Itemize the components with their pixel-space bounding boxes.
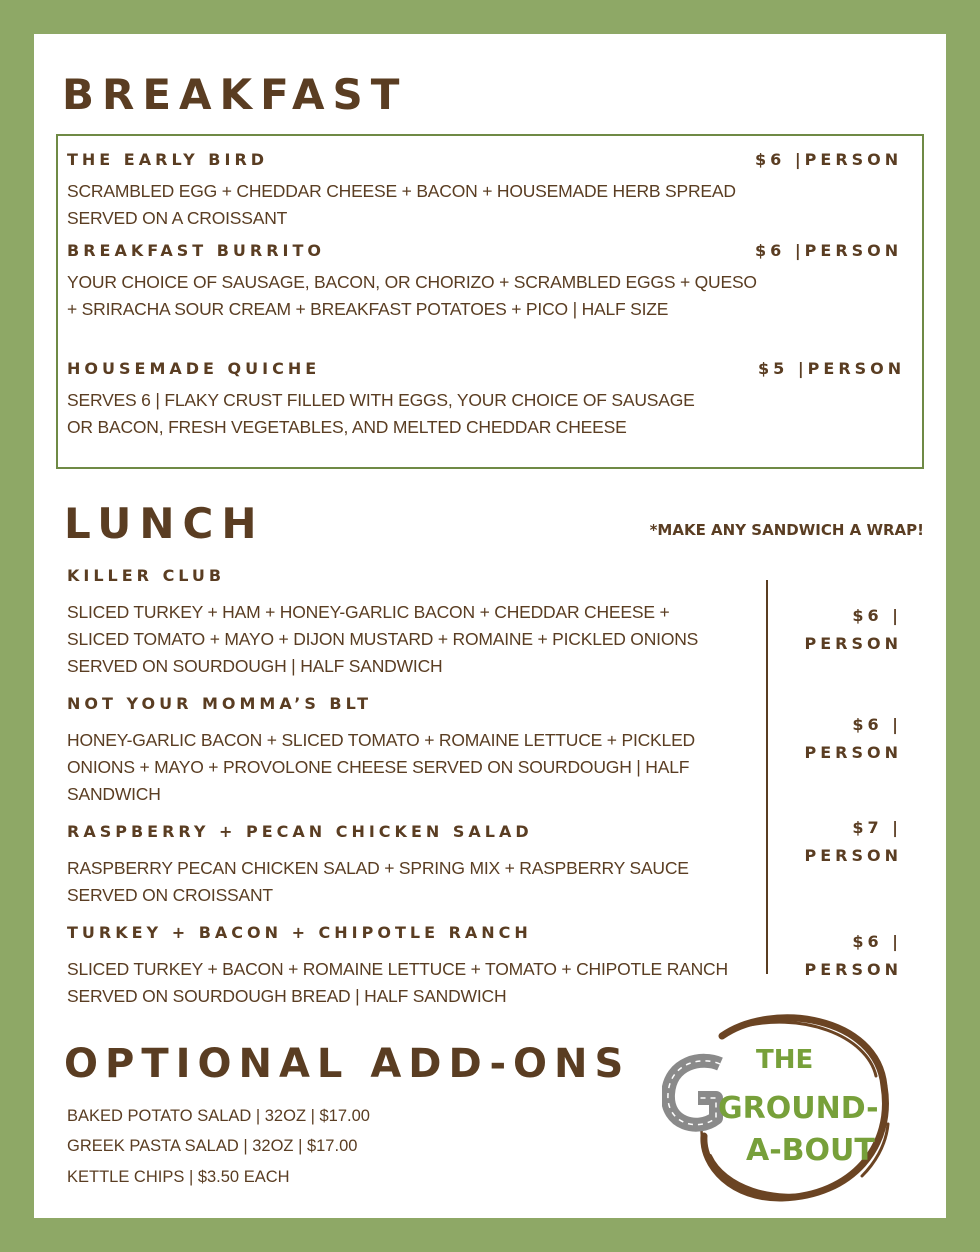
item-name: RASPBERRY + PECAN CHICKEN SALAD	[67, 822, 533, 841]
price-unit: PERSON	[804, 634, 902, 653]
item-name: KILLER CLUB	[67, 566, 226, 585]
ground-about-logo	[662, 1006, 912, 1206]
lunch-heading: LUNCH	[64, 499, 265, 548]
item-name: NOT YOUR MOMMA’S BLT	[67, 694, 373, 713]
menu-page	[34, 34, 946, 1218]
price-amount: $6 |	[852, 606, 902, 625]
addon-item: GREEK PASTA SALAD | 32OZ | $17.00	[67, 1137, 358, 1155]
addons-heading: OPTIONAL ADD-ONS	[64, 1041, 631, 1087]
item-description: HONEY-GARLIC BACON + SLICED TOMATO + ROMAINE LETTUCE + PICKLED ONIONS + MAYO + PROVOLONE CHEESE SERVED ON SOURDOUGH | HALF SANDWICH	[67, 730, 695, 804]
item-price: $5 |PERSON	[758, 359, 906, 378]
addon-item: KETTLE CHIPS | $3.50 EACH	[67, 1168, 290, 1186]
price-unit: PERSON	[804, 846, 902, 865]
item-name: TURKEY + BACON + CHIPOTLE RANCH	[67, 923, 532, 942]
breakfast-heading: BREAKFAST	[62, 70, 408, 119]
item-description: YOUR CHOICE OF SAUSAGE, BACON, OR CHORIZO + SCRAMBLED EGGS + QUESO + SRIRACHA SOUR CREAM + BREAKFAST POTATOES + PICO | HALF SIZE	[67, 272, 757, 319]
item-name: BREAKFAST BURRITO	[67, 241, 326, 260]
item-price: $6 |PERSON	[755, 241, 903, 260]
item-description: SLICED TURKEY + BACON + ROMAINE LETTUCE + TOMATO + CHIPOTLE RANCH SERVED ON SOURDOUGH BREAD | HALF SANDWICH	[67, 959, 728, 1006]
item-description: RASPBERRY PECAN CHICKEN SALAD + SPRING MIX + RASPBERRY SAUCE SERVED ON CROISSANT	[67, 858, 689, 905]
price-unit: PERSON	[804, 960, 902, 979]
wrap-note: *MAKE ANY SANDWICH A WRAP!	[649, 521, 924, 539]
item-name: THE EARLY BIRD	[67, 150, 269, 169]
breakfast-box	[56, 134, 924, 469]
item-name: HOUSEMADE QUICHE	[67, 359, 321, 378]
price-amount: $7 |	[852, 818, 902, 837]
logo-line1: THE	[756, 1045, 814, 1075]
price-divider	[766, 580, 768, 974]
item-description: SLICED TURKEY + HAM + HONEY-GARLIC BACON + CHEDDAR CHEESE + SLICED TOMATO + MAYO + DIJON MUSTARD + ROMAINE + PICKLED ONIONS SERVED ON SOURDOUGH | HALF SANDWICH	[67, 602, 699, 676]
logo-line2: GROUND-	[718, 1091, 879, 1126]
price-amount: $6 |	[852, 932, 902, 951]
item-price: $6 |PERSON	[755, 150, 903, 169]
logo-line3: A-BOUT	[746, 1133, 875, 1168]
price-unit: PERSON	[804, 743, 902, 762]
price-amount: $6 |	[852, 715, 902, 734]
item-description: SERVES 6 | FLAKY CRUST FILLED WITH EGGS, YOUR CHOICE OF SAUSAGE OR BACON, FRESH VEGETABLES, AND MELTED CHEDDAR CHEESE	[67, 390, 695, 437]
addon-item: BAKED POTATO SALAD | 32OZ | $17.00	[67, 1107, 370, 1125]
road-g-icon	[668, 1061, 720, 1125]
item-description: SCRAMBLED EGG + CHEDDAR CHEESE + BACON + HOUSEMADE HERB SPREAD SERVED ON A CROISSANT	[67, 181, 736, 228]
